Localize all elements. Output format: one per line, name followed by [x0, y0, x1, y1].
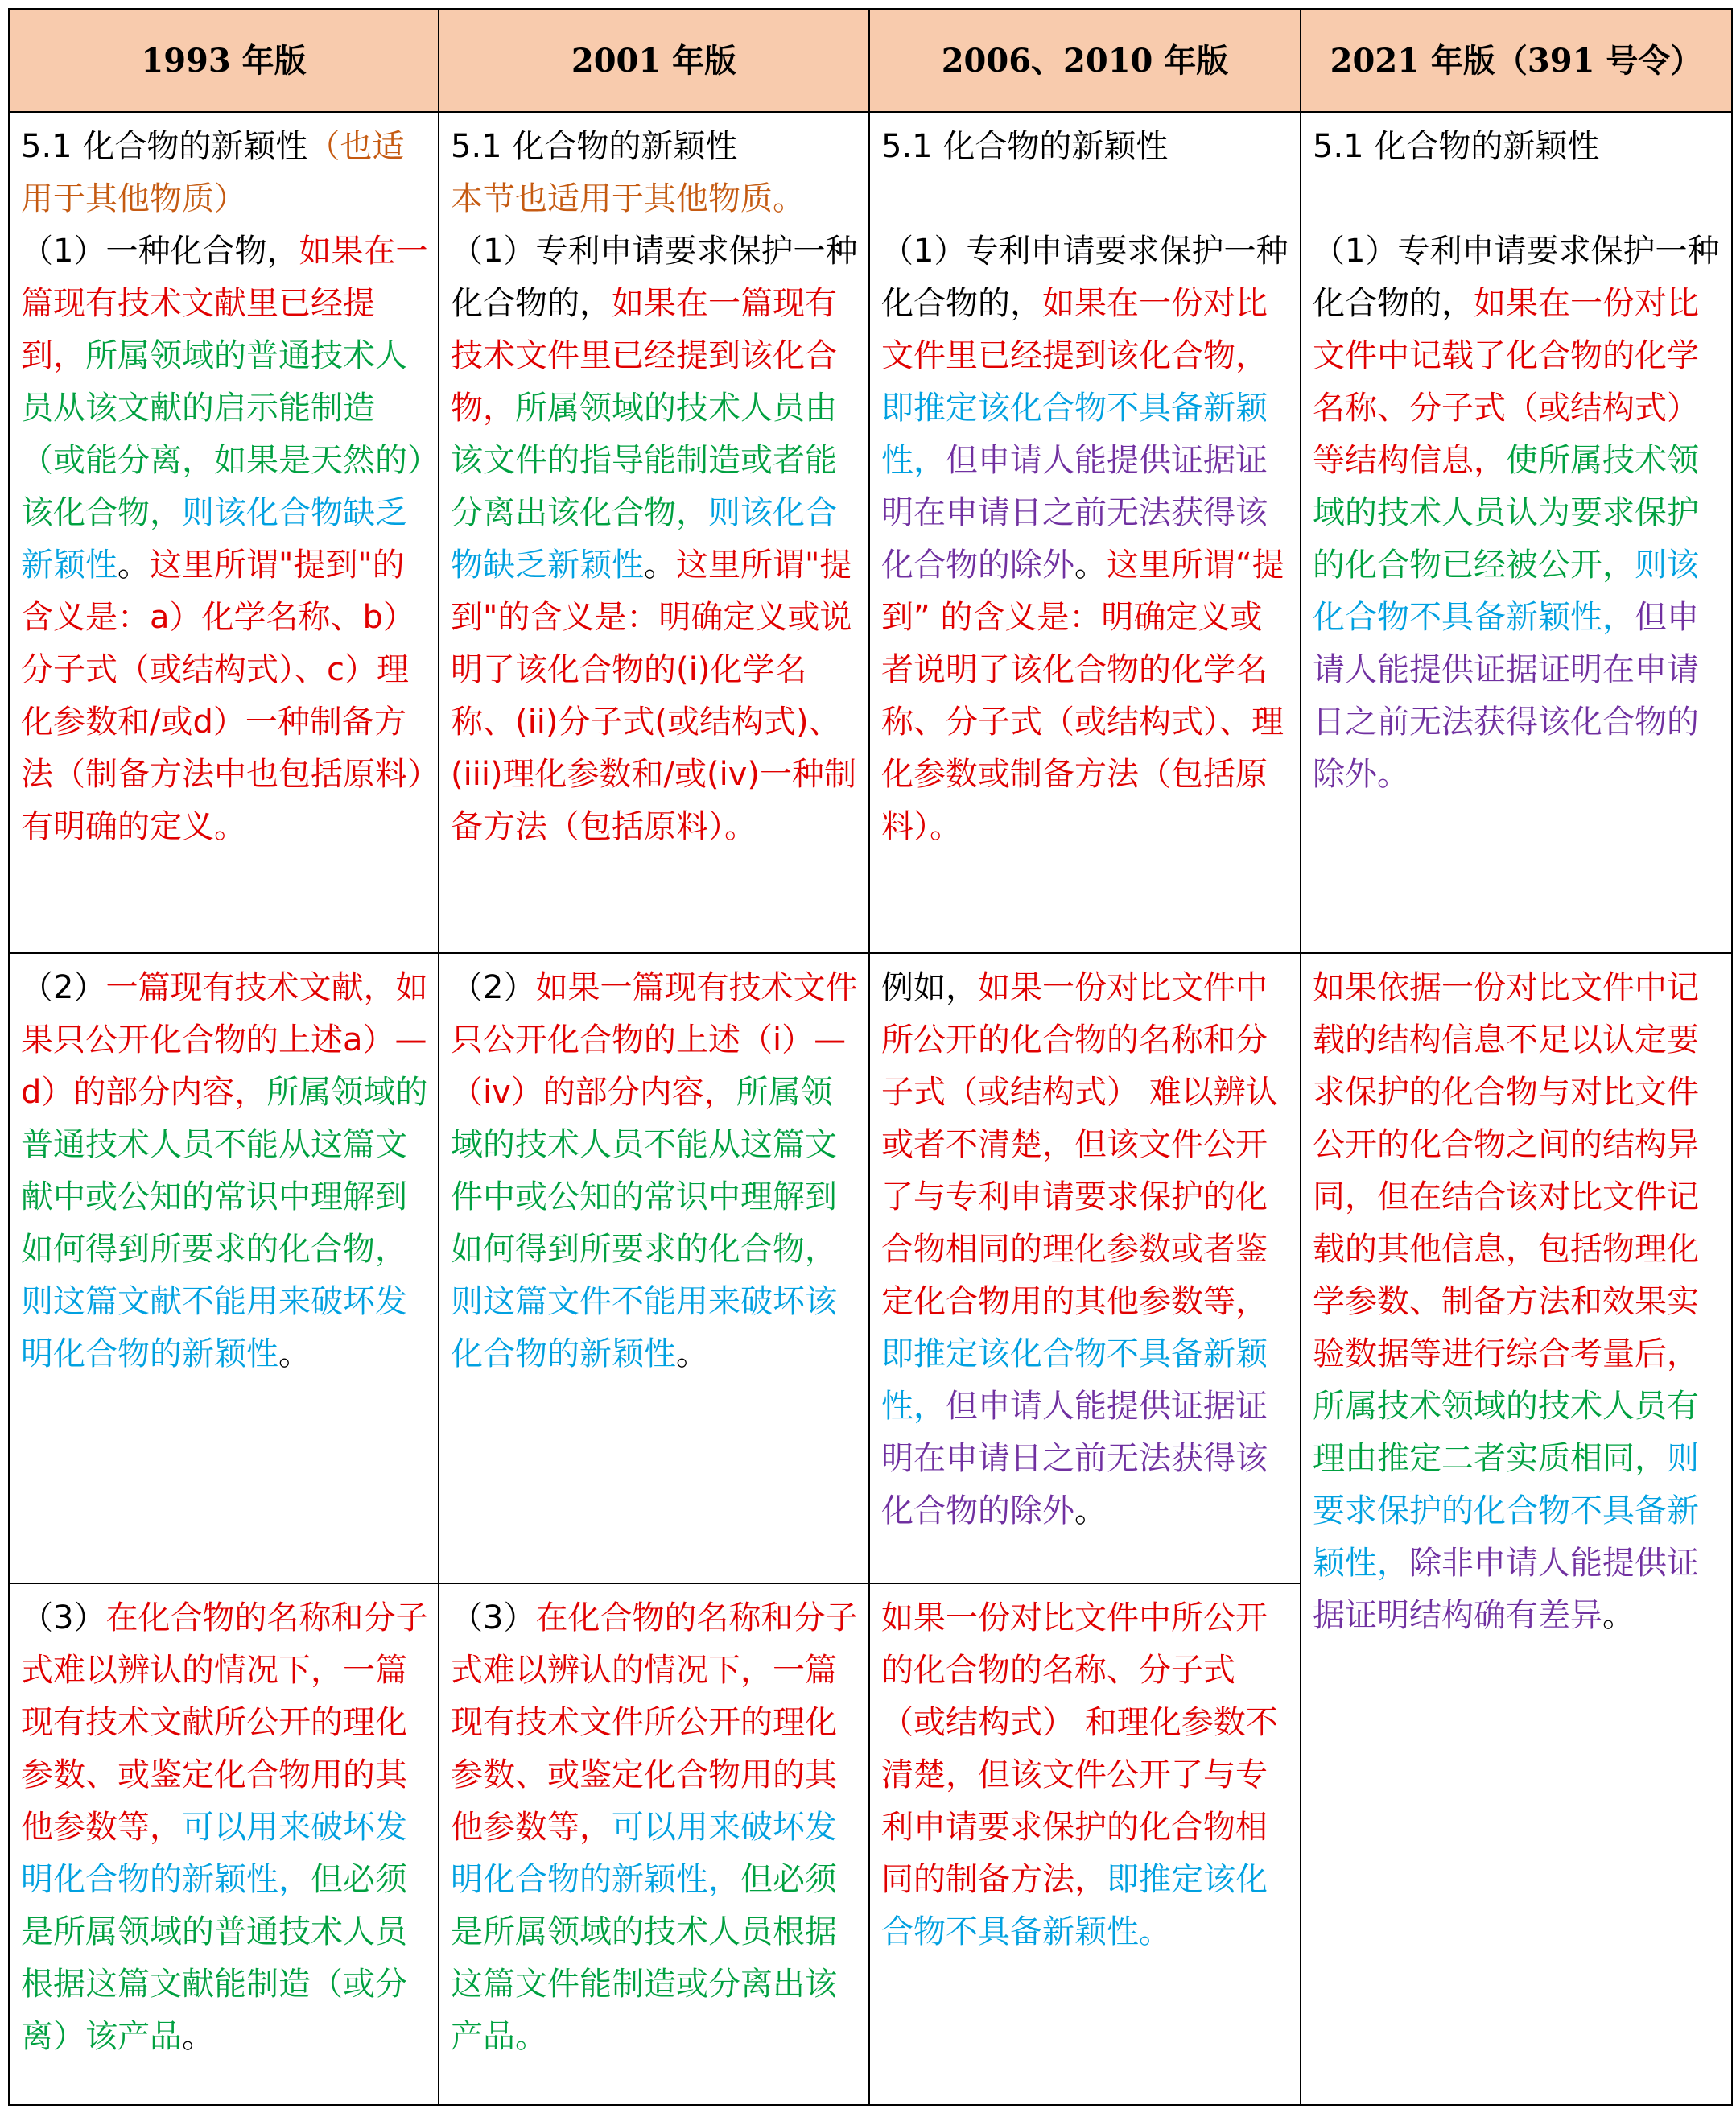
- text-segment-red: 如果依据一份对比文件中记载的结构信息不足以认定要求保护的化合物与对比文件公开的化合物之间的结构异同，但在结合该对比文件记载的其他信息，包括物理化学参数、制备方法和效果实验数据等进行综合考量后，: [1313, 969, 1699, 1372]
- text-segment-blue: 则要求保护的化合物不具备新颖性，: [1313, 1440, 1699, 1582]
- text-segment-red: 如果在一篇现有技术文件里已经提到该化合物，: [451, 285, 837, 427]
- text-segment-blue: 即推定该化合物不具备新颖性，: [881, 1335, 1268, 1425]
- text-segment-red: 如果在一份对比文件中记载了化合物的化学名称、分子式（或结构式）等结构信息，: [1313, 285, 1699, 479]
- text-segment-red: 如果一份对比文件中所公开的化合物的名称和分子式（或结构式） 难以辨认或者不清楚，但该文件公开了与专利申请要求保护的化合物相同的理化参数或者鉴定化合物用的其他参数等，: [881, 969, 1278, 1320]
- text-segment-green: 但必须是所属领域的普通技术人员根据这篇文献能制造（或分离）该产品: [21, 1861, 407, 2055]
- header-2021: 2021 年版（391 号令）: [1301, 9, 1732, 112]
- cell-r1-1993: [9, 112, 439, 953]
- text-segment-black: 5.1 化合物的新颖性: [1313, 128, 1600, 165]
- text-segment-black: 例如，: [881, 969, 978, 1006]
- cell-r2-2021: [1301, 953, 1732, 2105]
- text-segment-purple: 但申请人能提供证据证明在申请日之前无法获得该化合物的除外: [881, 442, 1268, 584]
- text-segment-black: 。: [1074, 547, 1107, 584]
- text-segment-green: 所属领域的普通技术人员从该文献的启示能制造（或能分离，如果是天然的）该化合物，: [21, 337, 423, 531]
- text-segment-black: 。: [644, 547, 676, 584]
- cell-r3-2006: [869, 1583, 1301, 2105]
- text-segment-purple: 除非申请人能提供证据证明结构确有差异: [1313, 1545, 1699, 1634]
- text-segment-blue: 可以用来破坏发明化合物的新颖性，: [451, 1809, 837, 1898]
- text-segment-green: 所属领域的技术人员不能从这篇文件中或公知的常识中理解到如何得到所要求的化合物，: [451, 1074, 837, 1268]
- header-2001: 2001 年版: [439, 9, 869, 112]
- text-segment-black: 。: [182, 2018, 214, 2055]
- table-row: [9, 953, 1732, 1583]
- text-segment-black: （2）: [451, 969, 536, 1006]
- text-segment-black: 5.1 化合物的新颖性: [881, 128, 1169, 165]
- text-segment-blue: 则该化合物缺乏新颖性: [21, 494, 407, 584]
- text-segment-red: 在化合物的名称和分子式难以辨认的情况下，一篇现有技术文件所公开的理化参数、或鉴定化合物用的其他参数等，: [451, 1599, 858, 1846]
- text-segment-black: 。: [676, 1335, 708, 1372]
- cell-r3-2001: [439, 1583, 869, 2105]
- text-segment-orange: 本节也适用于其他物质。: [451, 180, 805, 217]
- text-segment-red: 如果一篇现有技术文件只公开化合物的上述（i）—（iv）的部分内容，: [451, 969, 858, 1111]
- text-segment-purple: 但申请人能提供证据证明在申请日之前无法获得该化合物的除外。: [1313, 599, 1699, 793]
- text-segment-red: 如果在一篇现有技术文献里已经提到，: [21, 233, 428, 374]
- text-segment-blue: 则这篇文件不能用来破坏该化合物的新颖性: [451, 1283, 837, 1372]
- header-row: [9, 9, 1732, 112]
- text-segment-black: 。: [1602, 1597, 1635, 1634]
- cell-r1-2001: [439, 112, 869, 953]
- text-segment-blue: 可以用来破坏发明化合物的新颖性，: [21, 1809, 407, 1898]
- cell-r1-2006: [869, 112, 1301, 953]
- table-row: [9, 112, 1732, 953]
- text-segment-black: （3）: [451, 1599, 536, 1636]
- comparison-table: [8, 8, 1733, 2106]
- text-segment-red: 如果在一份对比文件里已经提到该化合物，: [881, 285, 1268, 374]
- cell-r2-2001: [439, 953, 869, 1583]
- text-segment-black: （1）专利申请要求保护一种化合物的，: [1313, 233, 1720, 322]
- text-segment-blue: 则该化合物缺乏新颖性: [451, 494, 837, 584]
- text-segment-orange: （也适用于其他物质）: [21, 128, 405, 217]
- text-segment-black: 。: [1074, 1492, 1107, 1529]
- text-segment-red: 如果一份对比文件中所公开的化合物的名称、分子式（或结构式） 和理化参数不清楚，但该文件公开了与专利申请要求保护的化合物相同的制备方法，: [881, 1599, 1278, 1898]
- text-segment-green: 所属技术领域的技术人员有理由推定二者实质相同，: [1313, 1388, 1699, 1477]
- cell-r3-1993: [9, 1583, 439, 2105]
- text-segment-black: （1）专利申请要求保护一种化合物的，: [451, 233, 858, 322]
- text-segment-blue: 即推定该化合物不具备新颖性。: [881, 1861, 1268, 1950]
- text-segment-black: 。: [118, 547, 150, 584]
- text-segment-black: 。: [278, 1335, 311, 1372]
- text-segment-green: 所属领域的技术人员由该文件的指导能制造或者能分离出该化合物，: [451, 390, 837, 531]
- header-1993: 1993 年版: [9, 9, 439, 112]
- text-segment-purple: 但申请人能提供证据证明在申请日之前无法获得该化合物的除外: [881, 1388, 1268, 1529]
- text-segment-black: （2）: [21, 969, 106, 1006]
- text-segment-green: 所属领域的普通技术人员不能从这篇文献中或公知的常识中理解到如何得到所要求的化合物，: [21, 1074, 428, 1268]
- text-segment-blue: 则该化合物不具备新颖性，: [1313, 547, 1699, 636]
- text-segment-black: 5.1 化合物的新颖性: [21, 128, 308, 165]
- text-segment-red: 这里所谓"提到"的含义是：明确定义或说明了该化合物的(i)化学名称、(ii)分子式(或结构式)、(iii)理化参数和/或(iv)一种制备方法（包括原料）。: [451, 547, 857, 845]
- cell-r1-2021: [1301, 112, 1732, 953]
- text-segment-black: （3）: [21, 1599, 106, 1636]
- text-segment-black: （1）一种化合物，: [21, 233, 299, 270]
- text-segment-green: 使所属技术领域的技术人员认为要求保护的化合物已经被公开，: [1313, 442, 1699, 584]
- text-segment-green: 但必须是所属领域的技术人员根据这篇文件能制造或分离出该产品。: [451, 1861, 837, 2055]
- text-segment-black: 5.1 化合物的新颖性: [451, 128, 738, 165]
- text-segment-black: （1）专利申请要求保护一种化合物的，: [881, 233, 1289, 322]
- cell-r2-2006: [869, 953, 1301, 1583]
- text-segment-red: 在化合物的名称和分子式难以辨认的情况下，一篇现有技术文献所公开的理化参数、或鉴定化合物用的其他参数等，: [21, 1599, 428, 1846]
- text-segment-red: 这里所谓"提到"的含义是：a）化学名称、b）分子式（或结构式）、c）理化参数和/或d）一种制备方法（制备方法中也包括原料）有明确的定义。: [21, 547, 423, 845]
- header-2006-2010: 2006、2010 年版: [869, 9, 1301, 112]
- text-segment-red: 这里所谓“提到” 的含义是：明确定义或者说明了该化合物的化学名称、分子式（或结构式）、理化参数或制备方法（包括原料）。: [881, 547, 1284, 845]
- text-segment-blue: 即推定该化合物不具备新颖性，: [881, 390, 1268, 479]
- cell-r2-1993: [9, 953, 439, 1583]
- text-segment-red: 一篇现有技术文献，如果只公开化合物的上述a）—d）的部分内容，: [21, 969, 428, 1111]
- text-segment-blue: 则这篇文献不能用来破坏发明化合物的新颖性: [21, 1283, 407, 1372]
